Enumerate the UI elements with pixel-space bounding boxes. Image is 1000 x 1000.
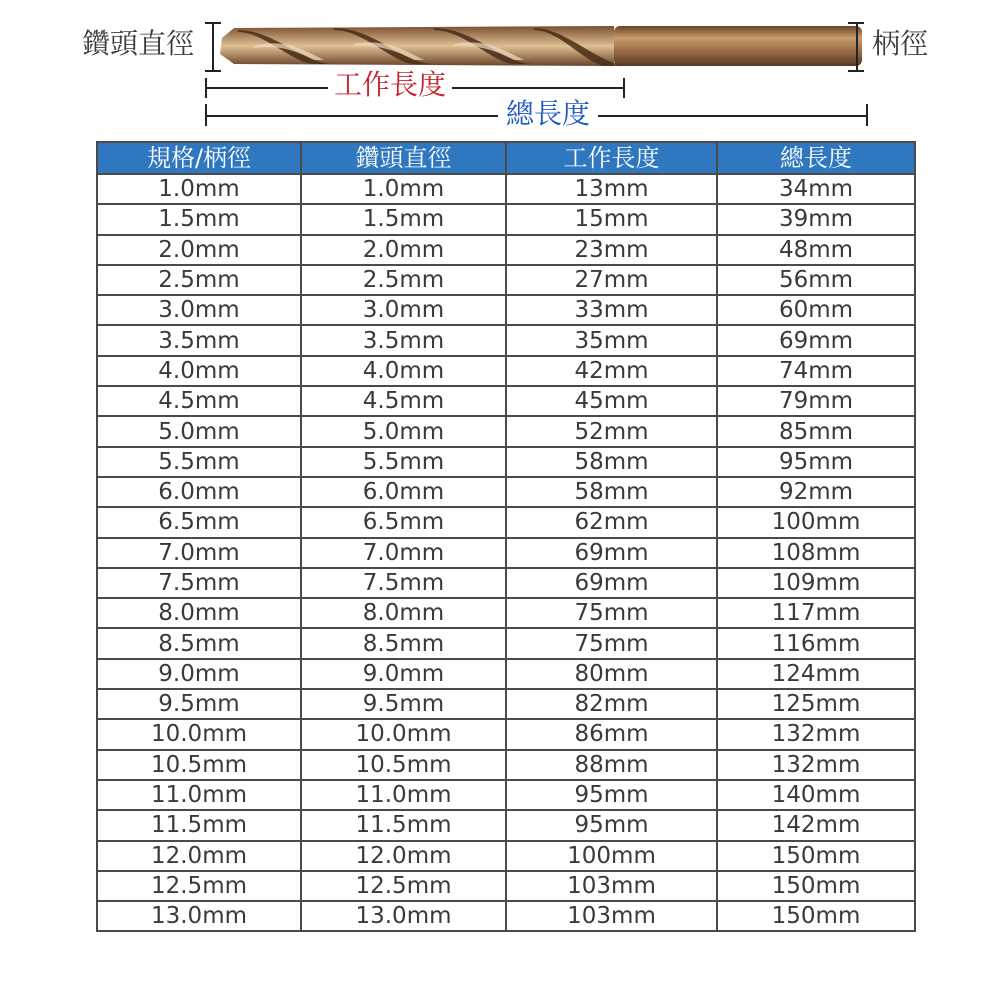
shank-diameter-bracket: [856, 22, 858, 72]
drill-bit-icon: [214, 20, 864, 72]
total-length-label: 總長度: [498, 100, 598, 128]
total-length-cell: 85mm: [717, 416, 915, 446]
total-length-cell: 74mm: [717, 356, 915, 386]
spec-cell: 12.5mm: [97, 871, 301, 901]
spec-cell: 8.5mm: [97, 628, 301, 658]
table-row: [97, 386, 915, 416]
spec-cell: 9.5mm: [97, 689, 301, 719]
working-length-cell: 100mm: [506, 841, 717, 871]
drill-bit-diagram: [0, 0, 1000, 140]
working-length-cell: 13mm: [506, 174, 717, 204]
table-row: [97, 841, 915, 871]
working-length-cell: 82mm: [506, 689, 717, 719]
working-length-cell: 23mm: [506, 235, 717, 265]
total-length-cell: 132mm: [717, 750, 915, 780]
total-length-cell: 125mm: [717, 689, 915, 719]
bit-diameter-cell: 8.0mm: [301, 598, 506, 628]
total-length-end-tick: [866, 104, 868, 126]
working-length-end-tick: [623, 78, 625, 98]
total-length-cell: 34mm: [717, 174, 915, 204]
spec-cell: 7.0mm: [97, 538, 301, 568]
working-length-cell: 15mm: [506, 204, 717, 234]
total-length-cell: 150mm: [717, 841, 915, 871]
bit-diameter-cell: 5.0mm: [301, 416, 506, 446]
table-row: [97, 447, 915, 477]
working-length-label: 工作長度: [328, 71, 452, 99]
working-length-cell: 75mm: [506, 628, 717, 658]
total-length-cell: 69mm: [717, 325, 915, 355]
bit-diameter-cell: 11.5mm: [301, 810, 506, 840]
bit-diameter-cell: 7.0mm: [301, 538, 506, 568]
bit-diameter-cell: 4.0mm: [301, 356, 506, 386]
total-length-cell: 116mm: [717, 628, 915, 658]
spec-cell: 6.0mm: [97, 477, 301, 507]
bit-diameter-cell: 3.5mm: [301, 325, 506, 355]
table-row: [97, 507, 915, 537]
working-length-cell: 42mm: [506, 356, 717, 386]
table-row: [97, 659, 915, 689]
total-length-cell: 56mm: [717, 265, 915, 295]
spec-cell: 1.0mm: [97, 174, 301, 204]
total-length-cell: 48mm: [717, 235, 915, 265]
total-length-cell: 150mm: [717, 871, 915, 901]
table-row: [97, 325, 915, 355]
bit-diameter-cell: 12.5mm: [301, 871, 506, 901]
spec-cell: 10.5mm: [97, 750, 301, 780]
table-header-row: [97, 142, 915, 174]
working-length-cell: 52mm: [506, 416, 717, 446]
table-row: [97, 628, 915, 658]
bit-diameter-cell: 9.0mm: [301, 659, 506, 689]
col-header-total-length: 總長度: [717, 142, 915, 174]
total-length-cell: 92mm: [717, 477, 915, 507]
table-row: [97, 265, 915, 295]
bit-diameter-cell: 6.5mm: [301, 507, 506, 537]
bit-diameter-cell: 7.5mm: [301, 568, 506, 598]
bit-diameter-cell: 3.0mm: [301, 295, 506, 325]
spec-cell: 2.0mm: [97, 235, 301, 265]
total-length-cell: 100mm: [717, 507, 915, 537]
working-length-cell: 75mm: [506, 598, 717, 628]
spec-cell: 8.0mm: [97, 598, 301, 628]
total-length-cell: 60mm: [717, 295, 915, 325]
total-length-cell: 150mm: [717, 901, 915, 931]
bit-diameter-cell: 13.0mm: [301, 901, 506, 931]
table-row: [97, 356, 915, 386]
total-length-cell: 109mm: [717, 568, 915, 598]
working-length-cell: 88mm: [506, 750, 717, 780]
bit-diameter-cell: 5.5mm: [301, 447, 506, 477]
table-row: [97, 295, 915, 325]
spec-table-container: [96, 141, 914, 932]
spec-cell: 12.0mm: [97, 841, 301, 871]
spec-cell: 2.5mm: [97, 265, 301, 295]
working-length-cell: 27mm: [506, 265, 717, 295]
col-header-spec: 規格/柄徑: [97, 142, 301, 174]
bit-diameter-cell: 4.5mm: [301, 386, 506, 416]
working-length-cell: 103mm: [506, 871, 717, 901]
working-length-cell: 58mm: [506, 447, 717, 477]
spec-cell: 4.0mm: [97, 356, 301, 386]
bit-diameter-cell: 8.5mm: [301, 628, 506, 658]
table-row: [97, 871, 915, 901]
table-row: [97, 901, 915, 931]
shank-diameter-label: 柄徑: [872, 27, 929, 60]
table-row: [97, 689, 915, 719]
spec-cell: 6.5mm: [97, 507, 301, 537]
table-row: [97, 568, 915, 598]
spec-cell: 5.5mm: [97, 447, 301, 477]
total-length-cell: 124mm: [717, 659, 915, 689]
working-length-cell: 69mm: [506, 538, 717, 568]
table-row: [97, 780, 915, 810]
total-length-cell: 39mm: [717, 204, 915, 234]
spec-cell: 9.0mm: [97, 659, 301, 689]
table-row: [97, 719, 915, 749]
total-length-cell: 142mm: [717, 810, 915, 840]
bit-diameter-cell: 2.0mm: [301, 235, 506, 265]
total-length-cell: 108mm: [717, 538, 915, 568]
table-row: [97, 416, 915, 446]
spec-cell: 4.5mm: [97, 386, 301, 416]
table-body: [97, 174, 915, 931]
total-length-cell: 117mm: [717, 598, 915, 628]
table-row: [97, 174, 915, 204]
col-header-bit-diameter: 鑽頭直徑: [301, 142, 506, 174]
table-row: [97, 538, 915, 568]
bit-diameter-cell: 9.5mm: [301, 689, 506, 719]
working-length-cell: 45mm: [506, 386, 717, 416]
col-header-working-length: 工作長度: [506, 142, 717, 174]
working-length-cell: 58mm: [506, 477, 717, 507]
working-length-cell: 103mm: [506, 901, 717, 931]
spec-cell: 1.5mm: [97, 204, 301, 234]
bit-diameter-cell: 12.0mm: [301, 841, 506, 871]
working-length-cell: 95mm: [506, 810, 717, 840]
spec-cell: 3.5mm: [97, 325, 301, 355]
working-length-cell: 33mm: [506, 295, 717, 325]
spec-cell: 13.0mm: [97, 901, 301, 931]
bit-diameter-cell: 1.0mm: [301, 174, 506, 204]
spec-cell: 11.0mm: [97, 780, 301, 810]
working-length-cell: 86mm: [506, 719, 717, 749]
spec-cell: 11.5mm: [97, 810, 301, 840]
spec-cell: 5.0mm: [97, 416, 301, 446]
table-row: [97, 477, 915, 507]
spec-table: [96, 141, 916, 932]
spec-cell: 10.0mm: [97, 719, 301, 749]
working-length-cell: 62mm: [506, 507, 717, 537]
table-row: [97, 598, 915, 628]
bit-diameter-bracket: [212, 22, 214, 72]
working-length-cell: 95mm: [506, 780, 717, 810]
bit-diameter-cell: 11.0mm: [301, 780, 506, 810]
total-length-cell: 95mm: [717, 447, 915, 477]
table-row: [97, 204, 915, 234]
working-length-cell: 35mm: [506, 325, 717, 355]
bit-diameter-cell: 6.0mm: [301, 477, 506, 507]
spec-cell: 7.5mm: [97, 568, 301, 598]
working-length-cell: 69mm: [506, 568, 717, 598]
total-length-cell: 140mm: [717, 780, 915, 810]
bit-diameter-cell: 10.5mm: [301, 750, 506, 780]
table-row: [97, 235, 915, 265]
bit-diameter-cell: 2.5mm: [301, 265, 506, 295]
table-row: [97, 750, 915, 780]
bit-diameter-label: 鑽頭直徑: [82, 27, 195, 60]
spec-cell: 3.0mm: [97, 295, 301, 325]
bit-diameter-cell: 1.5mm: [301, 204, 506, 234]
total-length-cell: 132mm: [717, 719, 915, 749]
total-length-cell: 79mm: [717, 386, 915, 416]
bit-diameter-cell: 10.0mm: [301, 719, 506, 749]
table-row: [97, 810, 915, 840]
working-length-cell: 80mm: [506, 659, 717, 689]
